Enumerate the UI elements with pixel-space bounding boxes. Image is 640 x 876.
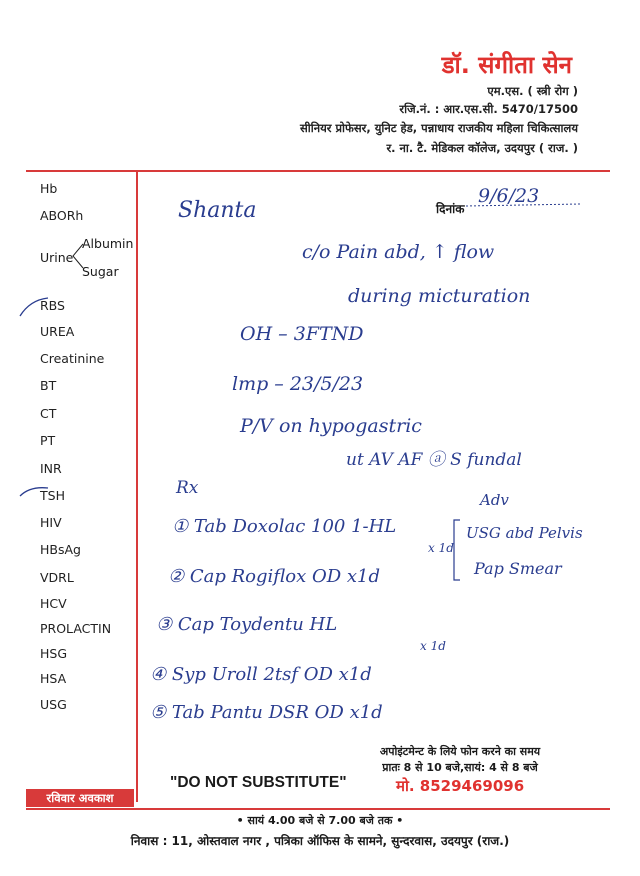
- test-tsh: TSH: [40, 488, 65, 503]
- hw-obstetric-history: OH – 3FTND: [240, 323, 364, 345]
- residence-address: निवास : 11, ओस्तवाल नगर , पत्रिका ऑफिस के सामने, सुन्दरवास, उदयपुर (राज.): [130, 834, 510, 848]
- hw-date: 9/6/23: [478, 185, 540, 207]
- test-vdrl: VDRL: [40, 570, 74, 585]
- test-bt: BT: [40, 378, 57, 393]
- appointment-title: अपोइंटमेन्ट के लिये फोन करने का समय: [379, 745, 541, 758]
- hw-medicine-5: ⑤ Tab Pantu DSR OD x1d: [150, 702, 383, 723]
- registration-number: रजि.नं. : आर.एस.सी. 5470/17500: [399, 102, 578, 116]
- test-urine-sugar: Sugar: [82, 264, 119, 279]
- hw-medicine-1: ① Tab Doxolac 100 1-HL: [172, 516, 397, 537]
- hw-complaint-1: c/o Pain abd, ↑ flow: [302, 241, 495, 263]
- test-aborh: ABORh: [40, 208, 84, 223]
- test-inr: INR: [40, 461, 62, 476]
- appointment-times: प्रातः 8 से 10 बजे,सायं: 4 से 8 बजे: [382, 761, 538, 774]
- test-hb: Hb: [40, 181, 58, 196]
- hw-medicine-2: ② Cap Rogiflox OD x1d: [168, 566, 381, 587]
- hw-medicine-1-duration: x 1d: [428, 541, 454, 555]
- test-urine-albumin: Albumin: [82, 236, 134, 251]
- hw-medicine-3-duration: x 1d: [420, 639, 446, 653]
- test-pt: PT: [40, 433, 56, 448]
- doctor-name: डॉ. संगीता सेन: [441, 51, 572, 79]
- test-urine: Urine: [40, 250, 74, 265]
- hw-patient-name: Shanta: [178, 198, 257, 223]
- date-label: दिनांक: [436, 202, 465, 216]
- test-hbsag: HBsAg: [40, 542, 81, 557]
- mobile-number: मो. 8529469096: [396, 777, 525, 795]
- test-prolactin: PROLACTIN: [40, 621, 112, 636]
- sunday-holiday-badge: रविवार अवकाश: [26, 789, 134, 807]
- hw-lmp: lmp – 23/5/23: [232, 373, 364, 395]
- test-hcv: HCV: [40, 596, 67, 611]
- hw-complaint-2: during micturation: [348, 285, 531, 307]
- test-hiv: HIV: [40, 515, 62, 530]
- test-ct: CT: [40, 406, 57, 421]
- test-hsg: HSG: [40, 646, 68, 661]
- hw-advice-2: Pap Smear: [474, 559, 562, 578]
- hw-advice-label: Adv: [480, 491, 509, 509]
- hw-exam-1: P/V on hypogastric: [240, 415, 422, 437]
- hw-medicine-3: ③ Cap Toydentu HL: [156, 614, 338, 635]
- do-not-substitute: "DO NOT SUBSTITUTE": [170, 774, 347, 791]
- test-usg: USG: [40, 697, 67, 712]
- hw-exam-2: ut AV AF ⓐ S fundal: [346, 450, 522, 470]
- test-rbs: RBS: [40, 298, 65, 313]
- evening-hours: • सायं 4.00 बजे से 7.00 बजे तक •: [236, 814, 404, 827]
- test-hsa: HSA: [40, 671, 67, 686]
- hw-advice-1: USG abd Pelvis: [466, 524, 583, 542]
- hw-rx: Rx: [176, 478, 199, 498]
- designation: सीनियर प्रोफेसर, युनिट हेड, पन्नाधाय राजकीय महिला चिकित्सालय: [299, 121, 578, 135]
- hw-medicine-4: ④ Syp Uroll 2tsf OD x1d: [150, 664, 372, 685]
- test-urea: UREA: [40, 324, 75, 339]
- college-name: र. ना. टै. मेडिकल कॉलेज, उदयपुर ( राज. ): [386, 141, 578, 155]
- test-creatinine: Creatinine: [40, 351, 105, 366]
- doctor-degree: एम.एस. ( स्त्री रोग ): [487, 84, 578, 98]
